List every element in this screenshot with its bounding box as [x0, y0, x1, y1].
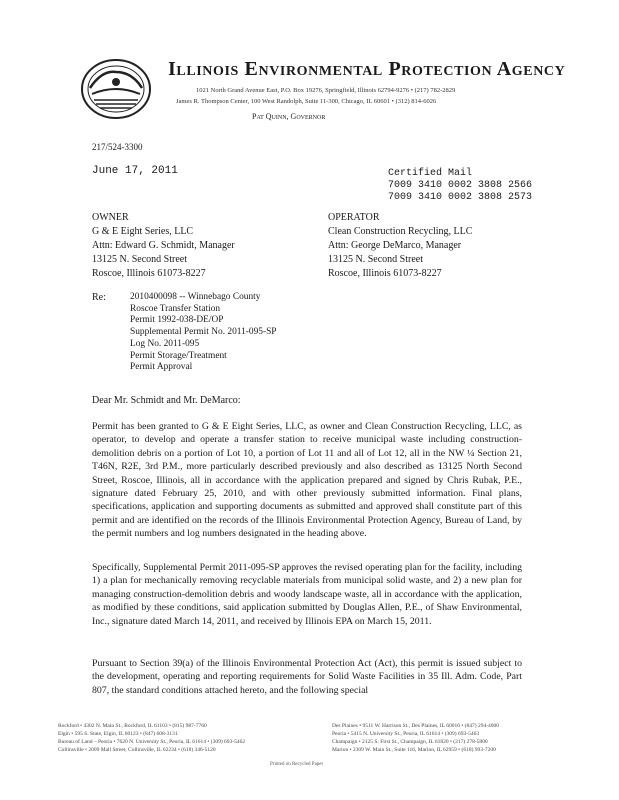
re-block: [130, 292, 277, 374]
certified-mail-number: 7009 3410 0002 3808 2566: [388, 180, 533, 191]
footer-office: Peoria • 5415 N. University St., Peoria, IL 61614 • (309) 693-5463: [332, 731, 480, 737]
re-line: Permit Storage/Treatment: [130, 350, 227, 361]
re-label: Re:: [92, 292, 106, 303]
owner-line: Roscoe, Illinois 61073-8227: [92, 268, 206, 279]
certified-mail-number: 7009 3410 0002 3808 2573: [388, 192, 533, 203]
footer-office: Rockford • 4302 N. Main St., Rockford, IL 61103 • (815) 987-7760: [58, 723, 207, 729]
body-paragraph-1: Permit has been granted to G & E Eight Series, LLC, as owner and Clean Construction Recycling, LLC, as operator, to develop and operate a transfer station to receive municipal waste including construction-demolition debris on a portion of Lot 10, a portion of Lot 11 and all of Lot 12, all in the NW ¼ Section 21, T46N, R2E, 3rd P.M., more particularly described previously and also described as 13125 North Second Street, Roscoe, Illinois, all in accordance with the application prepared and signed by Chris Rubak, P.E., signature dated February 25, 2010, and with other previously submitted information. Final plans, specifications, application and supporting documents as submitted and approved shall constitute part of this permit and are identified on the records of the Illinois Environmental Protection Agency, Bureau of Land, by the permit numbers and log numbers designated in the heading above.: [92, 421, 522, 540]
agency-seal-icon: [80, 58, 152, 120]
operator-address-block: [328, 211, 472, 281]
operator-line: Clean Construction Recycling, LLC: [328, 226, 473, 237]
re-line: Permit Approval: [130, 362, 193, 373]
recycled-paper-note: Printed on Recycled Paper: [270, 762, 324, 767]
footer-office: Champaign • 2125 S. First St., Champaign, IL 61820 • (217) 278-5800: [332, 739, 488, 745]
agency-title: Illinois Environmental Protection Agency: [168, 58, 566, 80]
footer-office: Bureau of Land – Peoria • 7620 N. University St., Peoria, IL 61614 • (309) 693-5462: [58, 739, 246, 745]
owner-address-block: [92, 211, 235, 281]
operator-line: 13125 N. Second Street: [328, 254, 423, 265]
governor-line: Pat Quinn, Governor: [252, 112, 326, 121]
footer-office: Marion • 2309 W. Main St., Suite 116, Marion, IL 62959 • (618) 993-7200: [332, 747, 496, 753]
letter-date: June 17, 2011: [92, 165, 178, 177]
letterhead-address-2: James R. Thompson Center, 100 West Randolph, Suite 11-300, Chicago, IL 60601 • (312) 814-6026: [176, 98, 437, 105]
footer-offices-left: [58, 722, 245, 754]
reference-number: 217/524-3300: [92, 142, 143, 152]
operator-line: Attn: George DeMarco, Manager: [328, 240, 462, 251]
footer-office: Des Plaines • 9511 W. Harrison St., Des Plaines, IL 60016 • (847) 294-4000: [332, 723, 500, 729]
body-paragraph-2: Specifically, Supplemental Permit 2011-095-SP approves the revised operating plan for the facility, including 1) a plan for mechanically removing recyclable materials from municipal solid waste, and 2) a new plan for managing construction-demolition debris and woody landscape waste, all in accordance with the application, as modified by these conditions, said application submitted by Douglas Allen, P.E., of Shaw Environmental, Inc., signature dated March 14, 2011, and received by Illinois EPA on March 15, 2011.: [92, 562, 522, 627]
owner-heading: OWNER: [92, 212, 129, 223]
re-line: 2010400098 -- Winnebago County: [130, 292, 261, 302]
footer-offices-right: [332, 722, 499, 754]
operator-heading: OPERATOR: [328, 212, 380, 223]
body-paragraph-3: Pursuant to Section 39(a) of the Illinois Environmental Protection Act (Act), this permit is issued subject to the development, operating and reporting requirements for Solid Waste Facilities in 35 Ill. Adm. Code, Part 807, the standard conditions attached hereto, and the following special: [92, 658, 522, 696]
owner-line: Attn: Edward G. Schmidt, Manager: [92, 240, 235, 251]
letterhead-address-1: 1021 North Grand Avenue East, P.O. Box 19276, Springfield, Illinois 62794-9276 • (217) 782-2829: [196, 87, 456, 94]
operator-line: Roscoe, Illinois 61073-8227: [328, 268, 442, 279]
footer-office: Collinsville • 2009 Mall Street, Collinsville, IL 62234 • (618) 346-5120: [58, 747, 216, 753]
re-line: Supplemental Permit No. 2011-095-SP: [130, 327, 277, 338]
salutation: Dear Mr. Schmidt and Mr. DeMarco:: [92, 395, 241, 406]
footer-office: Elgin • 595 S. State, Elgin, IL 60123 • (847) 608-3131: [58, 731, 178, 737]
owner-line: G & E Eight Series, LLC: [92, 226, 194, 237]
re-line: Permit 1992-038-DE/OP: [130, 315, 224, 326]
re-line: Roscoe Transfer Station: [130, 303, 221, 314]
owner-line: 13125 N. Second Street: [92, 254, 187, 265]
certified-mail-label: Certified Mail: [388, 168, 473, 179]
certified-mail-block: [388, 168, 532, 204]
re-line: Log No. 2011-095: [130, 338, 200, 349]
